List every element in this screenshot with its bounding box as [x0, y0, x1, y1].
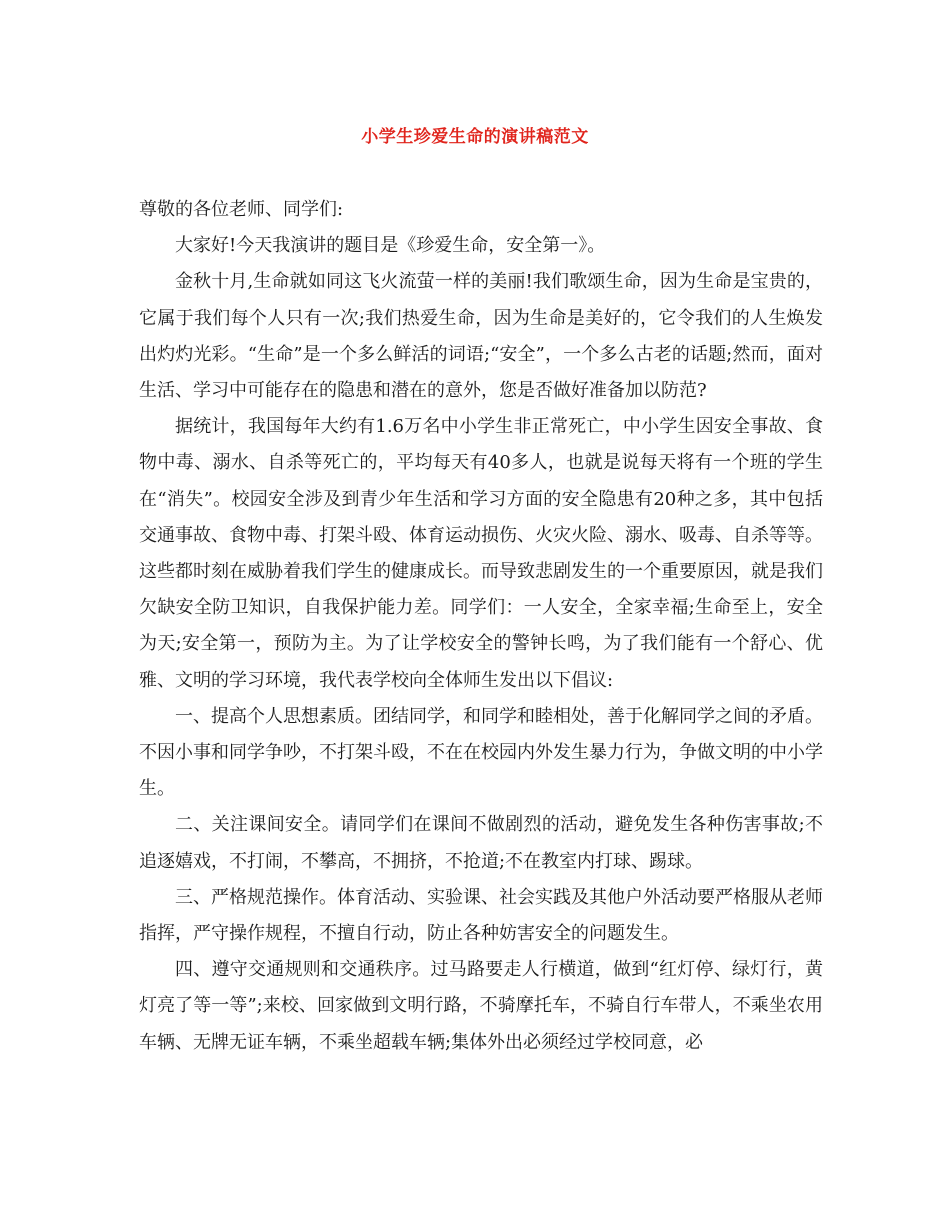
paragraph-intro: 金秋十月,生命就如同这飞火流萤一样的美丽!我们歌颂生命，因为生命是宝贵的，它属于我们每个人只有一次;我们热爱生命，因为生命是美好的，它令我们的人生焕发出灼灼光彩。“生命”是一个多么鲜活的词语;“安全”，一个多么古老的话题;然而，面对生活、学习中可能存在的隐患和潜在的意外，您是否做好准备加以防范? — [139, 271, 823, 402]
paragraph-point-2: 二、关注课间安全。请同学们在课间不做剧烈的活动，避免发生各种伤害事故;不追逐嬉戏，不打闹，不攀高，不拥挤，不抢道;不在教室内打球、踢球。 — [139, 814, 823, 872]
document-body — [139, 192, 823, 1061]
paragraph-point-1: 一、提高个人思想素质。团结同学，和同学和睦相处，善于化解同学之间的矛盾。不因小事和同学争吵，不打架斗殴，不在在校园内外发生暴力行为，争做文明的中小学生。 — [139, 705, 823, 800]
document-title: 小学生珍爱生命的演讲稿范文 — [361, 127, 589, 147]
salutation: 尊敬的各位老师、同学们: — [139, 199, 344, 220]
paragraph-point-4: 四、遵守交通规则和交通秩序。过马路要走人行横道，做到“红灯停、绿灯行，黄灯亮了等一等”;来校、回家做到文明行路，不骑摩托车，不骑自行车带人，不乘坐农用车辆、无牌无证车辆，不乘坐超载车辆;集体外出必须经过学校同意，必 — [139, 959, 823, 1053]
paragraph-point-3: 三、严格规范操作。体育活动、实验课、社会实践及其他户外活动要严格服从老师指挥，严守操作规程，不擅自行动，防止各种妨害安全的问题发生。 — [139, 886, 823, 945]
paragraph-statistics: 据统计，我国每年大约有1.6万名中小学生非正常死亡，中小学生因安全事故、食物中毒、溺水、自杀等死亡的，平均每天有40多人，也就是说每天将有一个班的学生在“消失”。校园安全涉及到青少年生活和学习方面的安全隐患有20种之多，其中包括交通事故、食物中毒、打架斗殴、体育运动损伤、火灾火险、溺水、吸毒、自杀等等。这些都时刻在威胁着我们学生的健康成长。而导致悲剧发生的一个重要原因，就是我们欠缺安全防卫知识，自我保护能力差。同学们：一人安全，全家幸福;生命至上，安全为天;安全第一，预防为主。为了让学校安全的警钟长鸣，为了我们能有一个舒心、优雅、文明的学习环境，我代表学校向全体师生发出以下倡议: — [139, 416, 823, 691]
paragraph-greeting: 大家好!今天我演讲的题目是《珍爱生命，安全第一》。 — [175, 235, 606, 257]
